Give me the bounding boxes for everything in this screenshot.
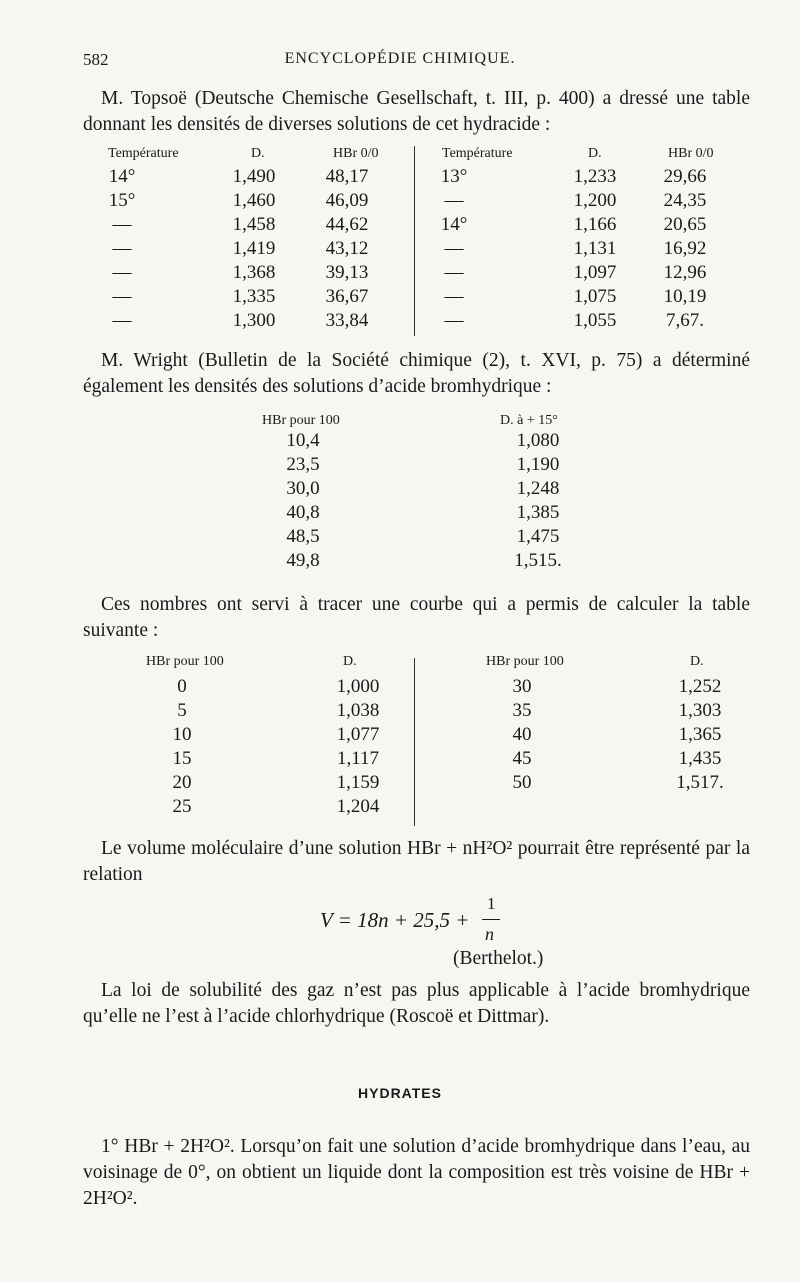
table-cell-right-hbr: 50 [512, 772, 532, 793]
col-header-density-right: D. [690, 654, 704, 669]
table-cell-right-density: 1,365 [678, 724, 722, 745]
table-cell-density: 1,385 [516, 502, 560, 523]
table-cell-density: 1,248 [516, 478, 560, 499]
table-cell-left-hbr-percent: 48,17 [325, 166, 369, 187]
table-cell-right-hbr-percent: 20,65 [663, 214, 707, 235]
col-header-density-15: D. à + 15° [500, 413, 558, 428]
table-cell-left-temperature: — [112, 238, 132, 259]
table-cell-right-hbr-percent: 10,19 [663, 286, 707, 307]
col-header-hbr-right: HBr pour 100 [486, 654, 564, 669]
col-header-hbr-left: HBr 0/0 [333, 146, 379, 161]
table-cell-left-temperature: — [112, 214, 132, 235]
table-cell-left-hbr: 25 [172, 796, 192, 817]
paragraph-topsoe-text: M. Topsoë (Deutsche Chemische Gesellschaft, t. III, p. 400) a dressé une table donnant les densités de diverses solutions de cet hydracide : [83, 88, 750, 135]
table-cell-right-density: 1,252 [678, 676, 722, 697]
table-cell-right-temperature: — [444, 310, 464, 331]
paragraph-topsoe [83, 86, 750, 138]
table-cell-left-density: 1,117 [336, 748, 380, 769]
table-cell-hbr: 40,8 [286, 502, 320, 523]
table-cell-left-hbr-percent: 43,12 [325, 238, 369, 259]
table-cell-right-hbr-percent: 29,66 [663, 166, 707, 187]
paragraph-volume-text: Le volume moléculaire d’une solution HBr + nH²O² pourrait être représenté par la relation [83, 838, 750, 885]
table-cell-left-density: 1,077 [336, 724, 380, 745]
table-cell-left-density: 1,460 [232, 190, 276, 211]
paragraph-wright [83, 348, 750, 400]
table-cell-left-density: 1,300 [232, 310, 276, 331]
table-cell-right-density: 1,303 [678, 700, 722, 721]
table-cell-hbr: 23,5 [286, 454, 320, 475]
col-header-temperature-right: Température [442, 146, 513, 161]
formula-numerator: 1 [487, 894, 496, 913]
table-divider [414, 658, 415, 826]
table-cell-left-hbr-percent: 33,84 [325, 310, 369, 331]
table-cell-left-hbr: 10 [172, 724, 192, 745]
table-cell-right-hbr: 45 [512, 748, 532, 769]
table-cell-left-temperature: — [112, 262, 132, 283]
paragraph-ces-nombres-text: Ces nombres ont servi à tracer une courbe qui a permis de calculer la table suivante : [83, 594, 750, 641]
table-cell-left-density: 1,458 [232, 214, 276, 235]
paragraph-loi-text: La loi de solubilité des gaz n’est pas plus applicable à l’acide bromhydrique qu’elle ne l’est à l’acide chlorhydrique (Roscoë et Dittmar). [83, 980, 750, 1027]
paragraph-hydrate-1-text: 1° HBr + 2H²O². Lorsqu’on fait une solution d’acide bromhydrique dans l’eau, au voisinage de 0°, on obtient un liquide dont la composition est très voisine de HBr + 2H²O². [83, 1136, 750, 1209]
col-header-hbr-left: HBr pour 100 [146, 654, 224, 669]
section-heading-hydrates: HYDRATES [358, 1085, 442, 1101]
table-cell-left-temperature: — [112, 310, 132, 331]
table-cell-right-hbr-percent: 12,96 [663, 262, 707, 283]
table-cell-left-temperature: — [112, 286, 132, 307]
table-cell-density: 1,475 [516, 526, 560, 547]
table-cell-right-hbr-percent: 24,35 [663, 190, 707, 211]
table-cell-left-hbr-percent: 39,13 [325, 262, 369, 283]
table-cell-right-density: 1,166 [573, 214, 617, 235]
table-cell-hbr: 30,0 [286, 478, 320, 499]
table-cell-right-temperature: — [444, 262, 464, 283]
table-cell-right-density: 1,055 [573, 310, 617, 331]
table-cell-left-density: 1,490 [232, 166, 276, 187]
table-cell-right-density: 1,097 [573, 262, 617, 283]
table-cell-hbr: 10,4 [286, 430, 320, 451]
table-cell-right-hbr: 40 [512, 724, 532, 745]
table-cell-right-hbr: 35 [512, 700, 532, 721]
paragraph-ces-nombres [83, 592, 750, 644]
table-cell-left-hbr: 15 [172, 748, 192, 769]
table-cell-left-density: 1,368 [232, 262, 276, 283]
formula-berthelot [0, 894, 800, 972]
table-cell-left-density: 1,159 [336, 772, 380, 793]
table-cell-right-density: 1,131 [573, 238, 617, 259]
fraction-bar [482, 919, 500, 920]
table-cell-density: 1,080 [516, 430, 560, 451]
table-divider [414, 146, 415, 336]
table-cell-left-hbr: 0 [177, 676, 187, 697]
table-cell-left-density: 1,038 [336, 700, 380, 721]
table-cell-right-hbr-percent: 16,92 [663, 238, 707, 259]
paragraph-loi [83, 978, 750, 1030]
table-cell-right-temperature: — [444, 238, 464, 259]
formula-lhs: V = 18n + 25,5 + [320, 908, 470, 932]
table-cell-right-density: 1,435 [678, 748, 722, 769]
col-header-density-left: D. [251, 146, 265, 161]
table-cell-left-temperature: 14° [108, 166, 136, 187]
table-cell-right-temperature: — [444, 286, 464, 307]
table-cell-right-temperature: — [444, 190, 464, 211]
running-title: ENCYCLOPÉDIE CHIMIQUE. [284, 50, 516, 67]
page-header [0, 50, 800, 74]
col-header-density-left: D. [343, 654, 357, 669]
table-cell-left-density: 1,335 [232, 286, 276, 307]
table-cell-density: 1,515. [514, 550, 562, 571]
col-header-density-right: D. [588, 146, 602, 161]
table-cell-hbr: 49,8 [286, 550, 320, 571]
table-cell-left-temperature: 15° [108, 190, 136, 211]
formula-attribution: (Berthelot.) [453, 948, 544, 969]
page-number: 582 [83, 50, 109, 69]
paragraph-wright-text: M. Wright (Bulletin de la Société chimique (2), t. XVI, p. 75) a déterminé également les densités des solutions d’acide bromhydrique : [83, 350, 750, 397]
table-cell-density: 1,190 [516, 454, 560, 475]
paragraph-hydrate-1 [83, 1134, 750, 1212]
table-cell-right-hbr: 30 [512, 676, 532, 697]
table-cell-right-density: 1,517. [676, 772, 724, 793]
col-header-hbr: HBr pour 100 [262, 413, 340, 428]
table-cell-right-density: 1,200 [573, 190, 617, 211]
table-cell-right-temperature: 13° [440, 166, 468, 187]
table-cell-hbr: 48,5 [286, 526, 320, 547]
col-header-temperature-left: Température [108, 146, 179, 161]
table-cell-right-density: 1,075 [573, 286, 617, 307]
formula-denominator: n [485, 924, 494, 944]
table-cell-left-hbr-percent: 36,67 [325, 286, 369, 307]
table-cell-left-density: 1,000 [336, 676, 380, 697]
table-cell-left-hbr: 20 [172, 772, 192, 793]
table-cell-right-hbr-percent: 7,67. [666, 310, 704, 331]
table-cell-left-density: 1,419 [232, 238, 276, 259]
table-cell-left-hbr-percent: 46,09 [325, 190, 369, 211]
paragraph-volume [83, 836, 750, 888]
col-header-hbr-right: HBr 0/0 [668, 146, 714, 161]
table-cell-left-density: 1,204 [336, 796, 380, 817]
table-cell-right-density: 1,233 [573, 166, 617, 187]
table-cell-right-temperature: 14° [440, 214, 468, 235]
table-cell-left-hbr-percent: 44,62 [325, 214, 369, 235]
table-cell-left-hbr: 5 [177, 700, 187, 721]
